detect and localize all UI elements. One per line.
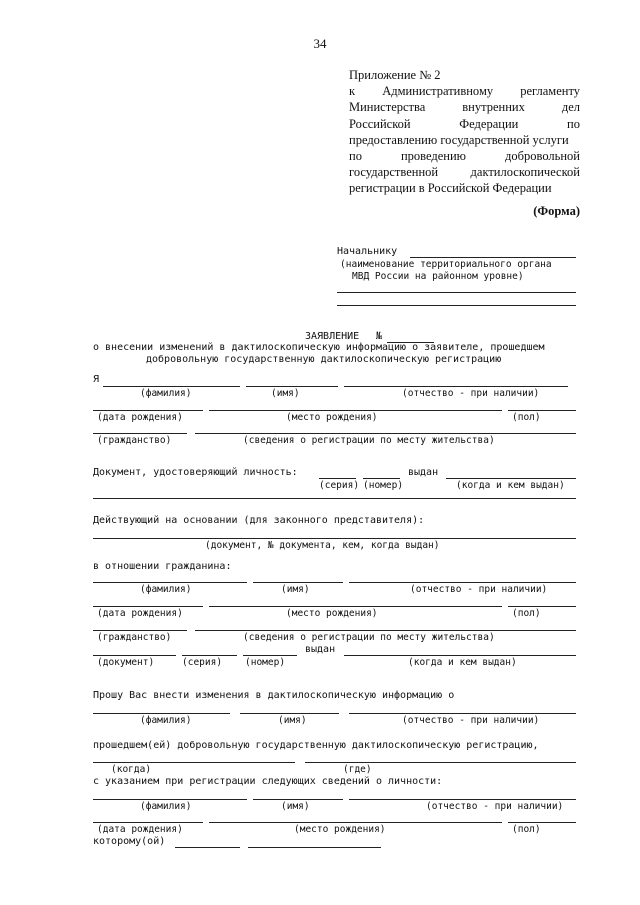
request-surname-caption: (фамилия) [140,715,192,726]
citizen-registration-line[interactable] [195,630,576,631]
appendix-block [349,67,580,197]
statement-subtitle-2: добровольную государственную дактилоскопическую регистрацию [146,354,502,365]
new-sex-caption: (пол) [512,824,541,835]
applicant-patronymic-caption: (отчество - при наличии) [402,388,540,399]
appendix-line: предоставлению государственной услуги [349,132,569,147]
new-birthplace-line[interactable] [209,822,502,823]
request-when-line[interactable] [93,762,295,763]
page-number: 34 [313,36,327,51]
new-birthdate-caption: (дата рождения) [97,824,183,835]
statement-title: ЗАЯВЛЕНИЕ [305,331,360,342]
appendix-word: к [349,84,356,99]
applicant-patronymic-line[interactable] [344,386,568,387]
applicant-birthplace-caption: (место рождения) [286,412,378,423]
statement-subtitle-1: о внесении изменений в дактилоскопическую информацию о заявителе, прошедшем [93,342,545,353]
citizen-patronymic-line[interactable] [349,582,576,583]
appendix-word: государственной [349,165,439,180]
request-patronymic-line[interactable] [349,713,576,714]
applicant-sex-line[interactable] [508,410,576,411]
citizen-surname-line[interactable] [93,582,247,583]
citizen-citizenship-caption: (гражданство) [97,632,172,643]
citizen-issuer-caption: (когда и кем выдан) [408,657,517,668]
citizen-number-line[interactable] [243,655,297,656]
citizen-citizenship-line[interactable] [93,630,187,631]
citizen-sex-line[interactable] [508,606,576,607]
representative-doc-caption: (документ, № документа, кем, когда выдан) [205,540,440,551]
new-patronymic-line[interactable] [349,799,576,800]
appendix-word: Административному [382,84,494,99]
citizen-birthplace-caption: (место рождения) [286,608,378,619]
request-where-caption: (где) [343,764,372,775]
new-surname-line[interactable] [93,799,247,800]
appendix-line: регистрации в Российской Федерации [349,181,552,196]
appendix-word: по [567,116,580,131]
request-name-line[interactable] [240,713,339,714]
new-birthplace-caption: (место рождения) [294,824,386,835]
citizen-sex-caption: (пол) [512,608,541,619]
identity-issued-label: выдан [408,467,439,478]
appendix-word: проведению [400,149,467,164]
identity-doc-label: Документ, удостоверяющий личность: [93,467,298,478]
whom-label: которому(ой) [93,836,166,847]
identity-issuer-caption: (когда и кем выдан) [456,480,565,491]
addressee-caption-2: МВД России на районном уровне) [352,271,524,282]
citizen-number-caption: (номер) [245,657,286,668]
addressee-caption-1: (наименование территориального органа [340,259,552,270]
citizen-issued-label: выдан [305,644,336,655]
new-surname-caption: (фамилия) [140,801,192,812]
new-patronymic-caption: (отчество - при наличии) [426,801,564,812]
applicant-i: Я [93,374,100,385]
identity-number-line[interactable] [363,478,400,479]
applicant-name-line[interactable] [246,386,338,387]
addressee-to: Начальнику [337,246,398,257]
applicant-registration-caption: (сведения о регистрации по месту жительства) [243,435,495,446]
citizen-birthdate-line[interactable] [93,606,203,607]
addressee-line[interactable] [410,257,576,258]
applicant-birthplace-line[interactable] [209,410,502,411]
applicant-birthdate-line[interactable] [93,410,203,411]
number-sign: № [376,331,383,342]
applicant-registration-line[interactable] [195,433,576,434]
request-passed-text: прошедшем(ей) добровольную государственную дактилоскопическую регистрацию, [93,740,539,751]
appendix-word: Федерации [459,116,519,131]
request-surname-line[interactable] [93,713,230,714]
appendix-word: Министерства [349,100,426,115]
form-label: (Форма) [533,204,580,218]
citizen-name-line[interactable] [253,582,343,583]
regarding-label: в отношении гражданина: [93,561,232,572]
appendix-title: Приложение № 2 [349,68,441,82]
appendix-word: добровольной [505,149,580,164]
request-where-line[interactable] [305,762,576,763]
citizen-document-line[interactable] [93,655,176,656]
citizen-document-caption: (документ) [97,657,155,668]
identity-series-line[interactable] [319,478,356,479]
applicant-citizenship-caption: (гражданство) [97,435,172,446]
addressee-line[interactable] [337,305,576,306]
appendix-word: дактилоскопической [470,165,580,180]
applicant-citizenship-line[interactable] [93,433,187,434]
request-when-caption: (когда) [111,764,152,775]
request-indicating-text: с указанием при регистрации следующих сведений о личности: [93,776,443,787]
citizen-registration-caption: (сведения о регистрации по месту жительства) [243,632,495,643]
citizen-birthplace-line[interactable] [209,606,502,607]
new-name-line[interactable] [253,799,343,800]
appendix-word: Российской [349,116,411,131]
request-patronymic-caption: (отчество - при наличии) [402,715,540,726]
appendix-word: внутренних [462,100,525,115]
new-name-caption: (имя) [281,801,310,812]
identity-number-caption: (номер) [363,480,404,491]
citizen-series-caption: (серия) [182,657,223,668]
representative-doc-line[interactable] [93,538,576,539]
citizen-patronymic-caption: (отчество - при наличии) [410,584,548,595]
applicant-name-caption: (имя) [271,388,300,399]
identity-series-caption: (серия) [319,480,360,491]
citizen-series-line[interactable] [182,655,237,656]
identity-issuer-line[interactable] [446,478,576,479]
citizen-name-caption: (имя) [281,584,310,595]
whom-line-2[interactable] [248,847,381,848]
applicant-birthdate-caption: (дата рождения) [97,412,183,423]
representative-label: Действующий на основании (для законного представителя): [93,515,425,526]
new-birthdate-line[interactable] [93,822,203,823]
appendix-word: по [349,149,362,164]
request-name-caption: (имя) [278,715,307,726]
citizen-birthdate-caption: (дата рождения) [97,608,183,619]
applicant-surname-line[interactable] [103,386,240,387]
appendix-word: дел [561,100,580,115]
applicant-sex-caption: (пол) [512,412,541,423]
new-sex-line[interactable] [508,822,576,823]
whom-line-1[interactable] [175,847,240,848]
appendix-word: регламенту [520,84,580,99]
citizen-issuer-line[interactable] [344,655,576,656]
identity-extra-line[interactable] [93,498,576,499]
request-text: Прошу Вас внести изменения в дактилоскопическую информацию о [93,690,455,701]
citizen-surname-caption: (фамилия) [140,584,192,595]
applicant-surname-caption: (фамилия) [140,388,192,399]
addressee-line[interactable] [337,292,576,293]
